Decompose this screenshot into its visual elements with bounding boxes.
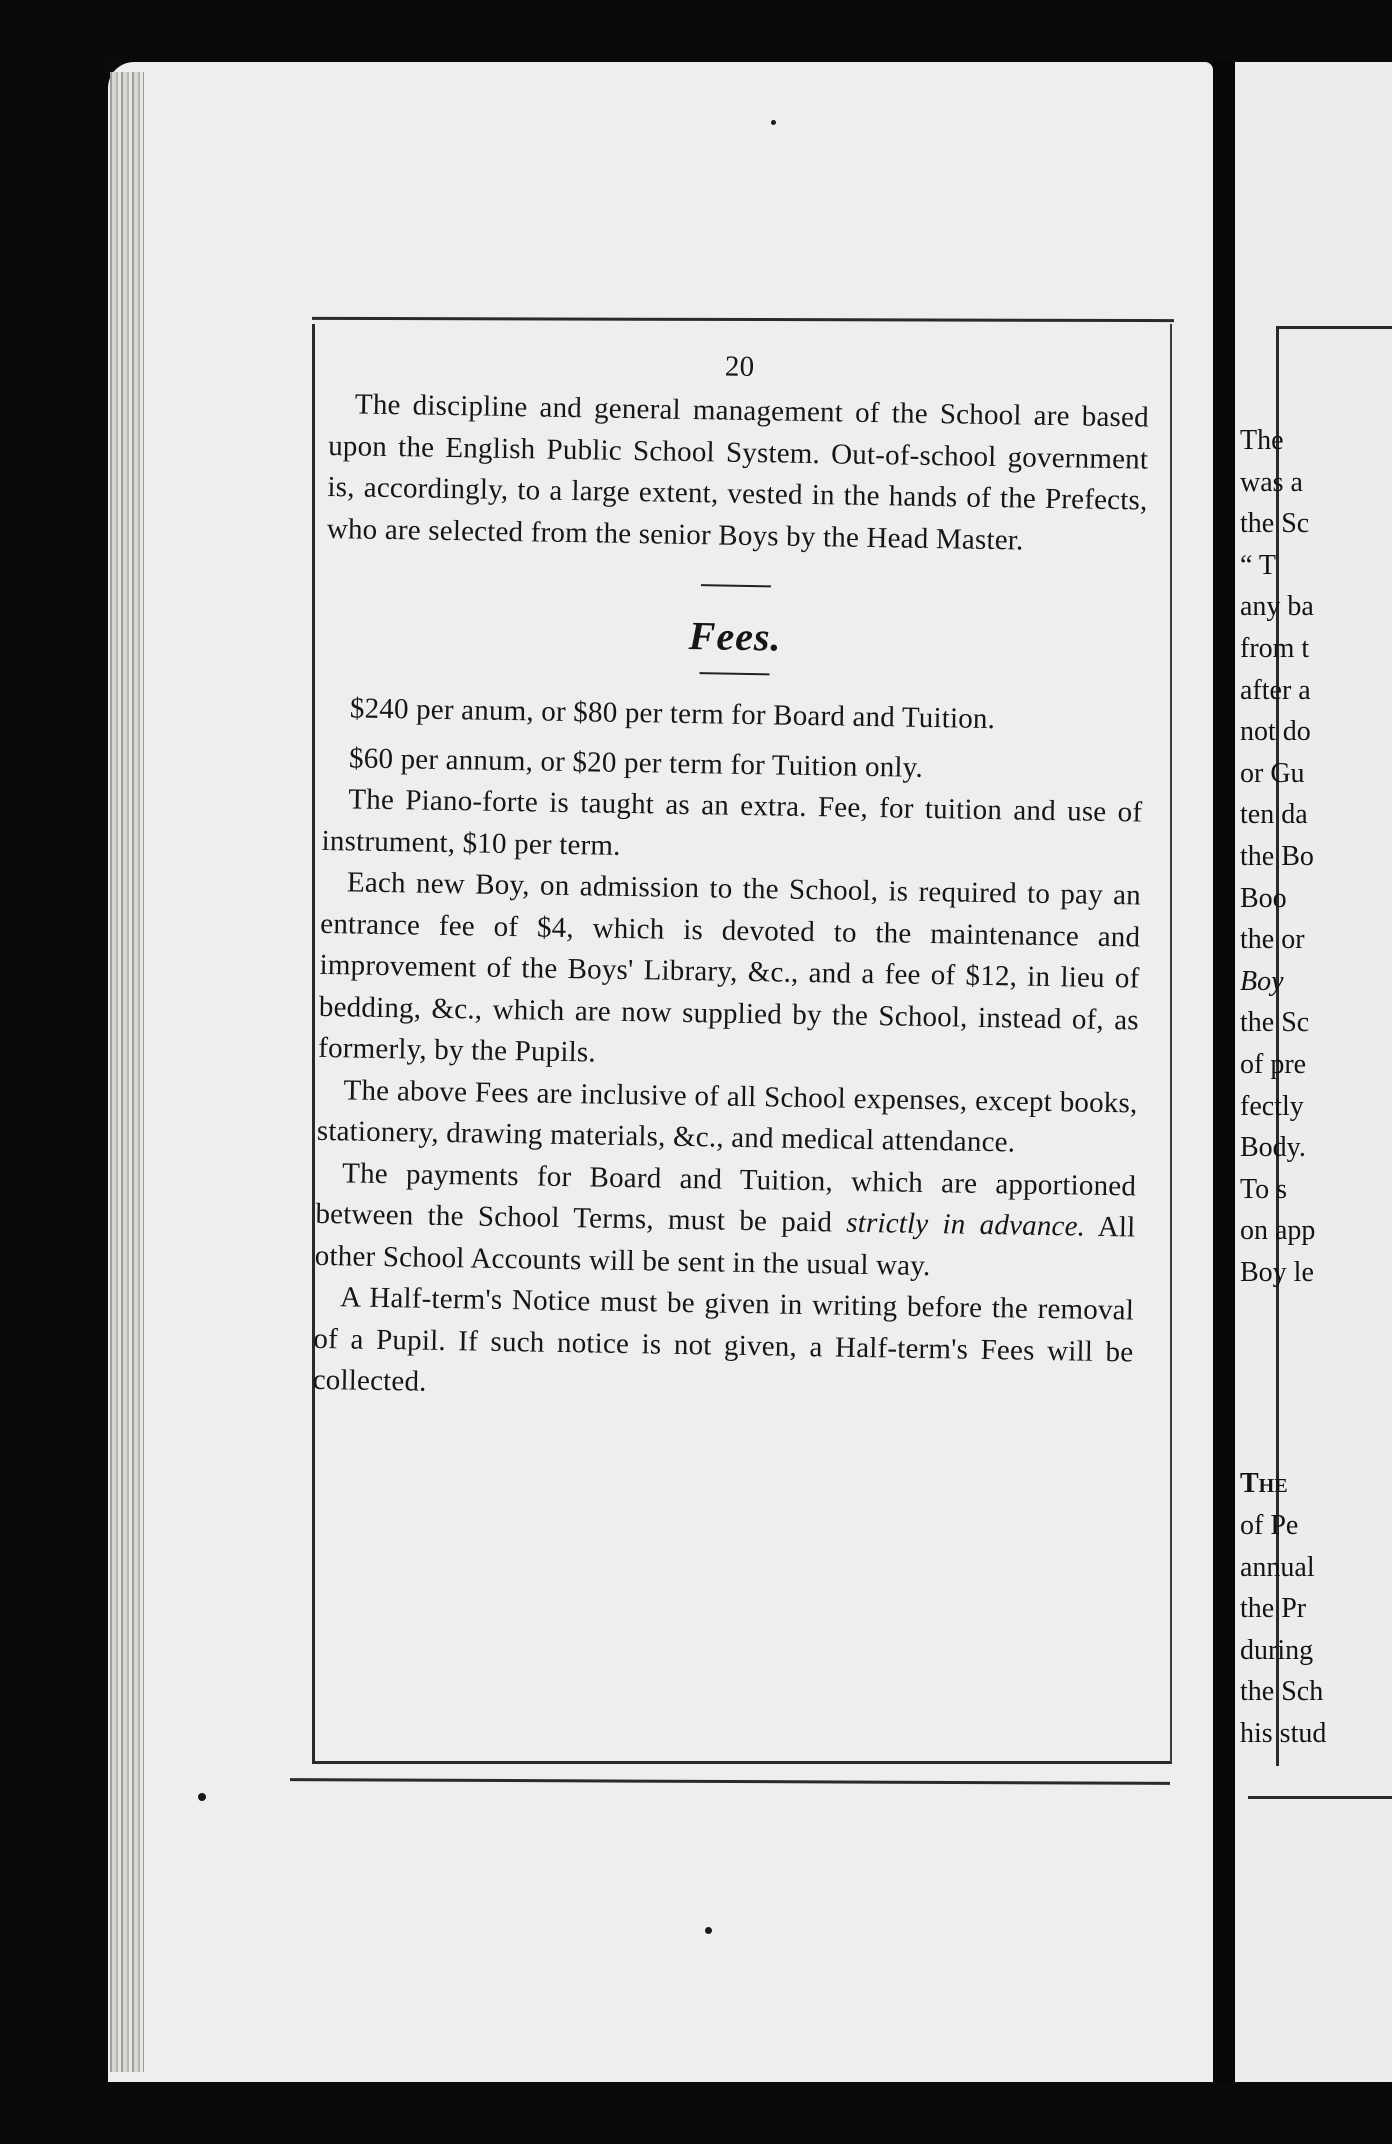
right-line: To s <box>1240 1173 1288 1205</box>
right-line: the Pr <box>1240 1593 1307 1625</box>
right-line: Boy <box>1240 965 1284 997</box>
page-content <box>312 340 1149 1415</box>
ink-speck <box>198 1793 206 1801</box>
right-line: or Gu <box>1240 757 1305 789</box>
right-line: any ba <box>1240 591 1314 623</box>
right-page-bottom-rule <box>1248 1796 1392 1799</box>
right-line: the Sc <box>1240 508 1310 540</box>
right-line: the Sch <box>1240 1676 1324 1708</box>
scan-border-bottom <box>0 2082 1392 2144</box>
right-line: ten da <box>1240 799 1308 831</box>
right-line: “ T <box>1240 549 1277 581</box>
payments-text-before: The payments for Board and Tuition, which are apportioned between the School Terms, must be paid <box>315 1156 1137 1239</box>
right-line: after a <box>1240 674 1311 706</box>
ink-speck <box>705 1927 712 1934</box>
payments-text-after: All other School Accounts will be sent in the usual way. <box>314 1210 1136 1282</box>
right-line: on app <box>1240 1215 1316 1247</box>
scan-border-left <box>0 0 108 2144</box>
right-line: Boo <box>1240 882 1287 914</box>
right-line: of pre <box>1240 1048 1307 1080</box>
book-gutter <box>1213 62 1235 2082</box>
intro-paragraph: The discipline and general management of the School are based upon the English Public School System. Out-of-school government is, accordingly, to a large extent, vested in the hands of the Prefects, who are selected from the senior Boys by the Head Master. <box>326 388 1150 557</box>
page-edges <box>110 72 144 2072</box>
scan-border-top <box>0 0 1392 62</box>
right-line: from t <box>1240 632 1310 664</box>
page-number: 20 <box>724 350 755 384</box>
right-line: the Sc <box>1240 1007 1310 1039</box>
right-line: annual <box>1240 1551 1315 1583</box>
payments-paragraph <box>314 1152 1136 1290</box>
fee-tuition-only: $60 per annum, or $20 per term for Tuition only. <box>348 741 924 784</box>
right-line: was a <box>1240 466 1303 498</box>
right-line: Boy le <box>1240 1256 1314 1288</box>
fee-inclusive: The above Fees are inclusive of all School expenses, except books, stationery, drawing materials, &c., and medical attendance. <box>316 1073 1138 1159</box>
right-line: Body. <box>1240 1132 1306 1164</box>
right-line: fectly <box>1240 1090 1304 1122</box>
right-page-top-rule <box>1276 326 1392 329</box>
payments-emphasis: strictly in advance. <box>845 1206 1086 1243</box>
right-line: The <box>1240 1468 1288 1500</box>
right-line: the Bo <box>1240 840 1314 872</box>
right-line: not do <box>1240 716 1311 748</box>
right-page-fragment-text <box>1240 420 1392 1755</box>
right-line: during <box>1240 1634 1314 1666</box>
right-line: The <box>1240 425 1284 456</box>
right-line: of Pe <box>1240 1510 1299 1542</box>
right-line: his stud <box>1240 1718 1327 1750</box>
ink-speck <box>771 120 776 125</box>
right-line: the or <box>1240 924 1305 956</box>
fee-new-boy: Each new Boy, on admission to the School, is required to pay an entrance fee of $4, which is devoted to the maintenance and improvement of the Boys' Library, &c., and a fee of $12, in lieu of bedding, &c., which are now supplied by the School, instead of, as formerly, by the Pupils. <box>317 866 1142 1069</box>
fee-board-tuition: $240 per anum, or $80 per term for Board and Tuition. <box>349 692 996 736</box>
section-heading: Fees. <box>688 612 782 660</box>
section-divider-bottom <box>700 672 770 675</box>
notice-paragraph: A Half-term's Notice must be given in writing before the removal of a Pupil. If such notice is not given, a Half-term's Fees will be collected. <box>312 1281 1135 1398</box>
section-divider-top <box>701 584 771 587</box>
fee-piano: The Piano-forte is taught as an extra. Fee, for tuition and use of instrument, $10 per term. <box>321 783 1143 862</box>
